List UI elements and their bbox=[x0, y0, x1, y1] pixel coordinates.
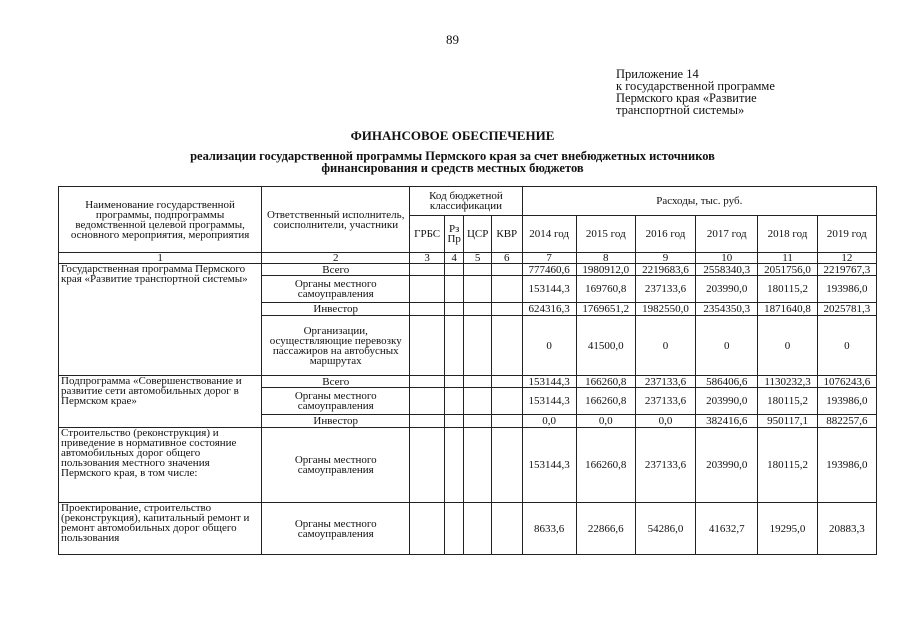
value-cell: 950117,1 bbox=[758, 415, 817, 428]
value-cell: 237133,6 bbox=[635, 276, 695, 303]
code-cell bbox=[410, 276, 445, 303]
code-cell bbox=[491, 415, 522, 428]
value-cell: 1769651,2 bbox=[576, 303, 635, 316]
value-cell: 166260,8 bbox=[576, 376, 635, 388]
executor-cell: Органы местного самоуправления bbox=[262, 503, 410, 555]
value-cell: 153144,3 bbox=[522, 276, 576, 303]
value-cell: 193986,0 bbox=[817, 276, 876, 303]
activity-name: Строительство (реконструкция) и приведение в нормативное состояние автомобильных дорог общего пользования местного значения Пермского края, в том числе: bbox=[59, 428, 262, 503]
page-number: 89 bbox=[446, 32, 459, 47]
document-title: ФИНАНСОВОЕ ОБЕСПЕЧЕНИЕ bbox=[350, 128, 555, 143]
program-name: Государственная программа Пермского края «Развитие транспортной системы» bbox=[59, 264, 262, 376]
value-cell: 193986,0 bbox=[817, 388, 876, 415]
header-name: Наименование государственной программы, подпрограммы ведомственной целевой программы, основного мероприятия, мероприятия bbox=[59, 187, 262, 253]
code-cell bbox=[410, 316, 445, 376]
table-row bbox=[59, 264, 877, 276]
value-cell: 54286,0 bbox=[635, 503, 695, 555]
value-cell: 153144,3 bbox=[522, 388, 576, 415]
code-cell bbox=[491, 503, 522, 555]
code-cell bbox=[491, 388, 522, 415]
value-cell: 0,0 bbox=[635, 415, 695, 428]
value-cell: 20883,3 bbox=[817, 503, 876, 555]
table-row bbox=[59, 428, 877, 503]
code-cell bbox=[464, 264, 492, 276]
column-index: 11 bbox=[758, 253, 817, 264]
code-cell bbox=[444, 316, 463, 376]
header-budget-code: Код бюджетной классификации bbox=[410, 187, 522, 216]
code-cell bbox=[410, 428, 445, 503]
column-index: 1 bbox=[59, 253, 262, 264]
value-cell: 0,0 bbox=[522, 415, 576, 428]
value-cell: 2219683,6 bbox=[635, 264, 695, 276]
header-year: 2016 год bbox=[635, 216, 695, 253]
value-cell: 203990,0 bbox=[696, 428, 758, 503]
column-index: 10 bbox=[696, 253, 758, 264]
value-cell: 193986,0 bbox=[817, 428, 876, 503]
header-year: 2019 год bbox=[817, 216, 876, 253]
executor-cell: Органы местного самоуправления bbox=[262, 388, 410, 415]
value-cell: 382416,6 bbox=[696, 415, 758, 428]
header-expenses: Расходы, тыс. руб. bbox=[522, 187, 876, 216]
value-cell: 180115,2 bbox=[758, 428, 817, 503]
code-cell bbox=[464, 316, 492, 376]
executor-cell: Инвестор bbox=[262, 303, 410, 316]
code-cell bbox=[410, 264, 445, 276]
value-cell: 624316,3 bbox=[522, 303, 576, 316]
value-cell: 0,0 bbox=[576, 415, 635, 428]
header-code-kvr: КВР bbox=[491, 216, 522, 253]
header-code-rzpr: Рз Пр bbox=[444, 216, 463, 253]
code-cell bbox=[464, 376, 492, 388]
code-cell bbox=[444, 503, 463, 555]
column-index: 2 bbox=[262, 253, 410, 264]
code-cell bbox=[464, 503, 492, 555]
column-index: 8 bbox=[576, 253, 635, 264]
value-cell: 1982550,0 bbox=[635, 303, 695, 316]
value-cell: 0 bbox=[635, 316, 695, 376]
code-cell bbox=[410, 503, 445, 555]
code-cell bbox=[444, 415, 463, 428]
code-cell bbox=[491, 303, 522, 316]
code-cell bbox=[491, 316, 522, 376]
value-cell: 586406,6 bbox=[696, 376, 758, 388]
appendix-line: Приложение 14 bbox=[616, 67, 699, 81]
header-year: 2017 год bbox=[696, 216, 758, 253]
code-cell bbox=[464, 428, 492, 503]
code-cell bbox=[410, 388, 445, 415]
appendix-line: к государственной программе bbox=[616, 79, 775, 93]
value-cell: 0 bbox=[817, 316, 876, 376]
value-cell: 237133,6 bbox=[635, 388, 695, 415]
executor-cell: Всего bbox=[262, 264, 410, 276]
header-code-grbs: ГРБС bbox=[410, 216, 445, 253]
value-cell: 2051756,0 bbox=[758, 264, 817, 276]
table-row bbox=[59, 376, 877, 388]
column-index: 6 bbox=[491, 253, 522, 264]
value-cell: 1871640,8 bbox=[758, 303, 817, 316]
code-cell bbox=[410, 376, 445, 388]
value-cell: 19295,0 bbox=[758, 503, 817, 555]
value-cell: 0 bbox=[522, 316, 576, 376]
value-cell: 2558340,3 bbox=[696, 264, 758, 276]
value-cell: 180115,2 bbox=[758, 388, 817, 415]
value-cell: 1076243,6 bbox=[817, 376, 876, 388]
code-cell bbox=[464, 276, 492, 303]
value-cell: 882257,6 bbox=[817, 415, 876, 428]
code-cell bbox=[444, 264, 463, 276]
value-cell: 180115,2 bbox=[758, 276, 817, 303]
value-cell: 166260,8 bbox=[576, 388, 635, 415]
appendix-line: транспортной системы» bbox=[616, 103, 745, 117]
document-subtitle bbox=[0, 150, 905, 174]
code-cell bbox=[491, 428, 522, 503]
executor-cell: Органы местного самоуправления bbox=[262, 428, 410, 503]
header-year: 2015 год bbox=[576, 216, 635, 253]
value-cell: 1980912,0 bbox=[576, 264, 635, 276]
code-cell bbox=[491, 276, 522, 303]
code-cell bbox=[444, 303, 463, 316]
appendix-note bbox=[616, 68, 775, 116]
value-cell: 166260,8 bbox=[576, 428, 635, 503]
code-cell bbox=[444, 276, 463, 303]
value-cell: 2025781,3 bbox=[817, 303, 876, 316]
value-cell: 203990,0 bbox=[696, 388, 758, 415]
value-cell: 8633,6 bbox=[522, 503, 576, 555]
executor-cell: Организации, осуществляющие перевозку пассажиров на автобусных маршрутах bbox=[262, 316, 410, 376]
value-cell: 2219767,3 bbox=[817, 264, 876, 276]
code-cell bbox=[464, 415, 492, 428]
column-index: 4 bbox=[444, 253, 463, 264]
header-year: 2018 год bbox=[758, 216, 817, 253]
code-cell bbox=[464, 388, 492, 415]
column-index: 5 bbox=[464, 253, 492, 264]
value-cell: 237133,6 bbox=[635, 428, 695, 503]
code-cell bbox=[444, 428, 463, 503]
column-index-row bbox=[59, 253, 877, 264]
value-cell: 41500,0 bbox=[576, 316, 635, 376]
column-index: 3 bbox=[410, 253, 445, 264]
executor-cell: Инвестор bbox=[262, 415, 410, 428]
code-cell bbox=[464, 303, 492, 316]
value-cell: 0 bbox=[758, 316, 817, 376]
value-cell: 41632,7 bbox=[696, 503, 758, 555]
value-cell: 22866,6 bbox=[576, 503, 635, 555]
table-row bbox=[59, 503, 877, 555]
column-index: 9 bbox=[635, 253, 695, 264]
code-cell bbox=[444, 388, 463, 415]
value-cell: 153144,3 bbox=[522, 428, 576, 503]
header-year: 2014 год bbox=[522, 216, 576, 253]
value-cell: 0 bbox=[696, 316, 758, 376]
subprogram-name: Подпрограмма «Совершенствование и развитие сети автомобильных дорог в Пермском крае» bbox=[59, 376, 262, 428]
value-cell: 2354350,3 bbox=[696, 303, 758, 316]
code-cell bbox=[491, 264, 522, 276]
code-cell bbox=[491, 376, 522, 388]
column-index: 7 bbox=[522, 253, 576, 264]
executor-cell: Органы местного самоуправления bbox=[262, 276, 410, 303]
value-cell: 777460,6 bbox=[522, 264, 576, 276]
subtitle-line-2: финансирования и средств местных бюджетов bbox=[321, 161, 584, 175]
executor-cell: Всего bbox=[262, 376, 410, 388]
header-executor: Ответственный исполнитель, соисполнители, участники bbox=[262, 187, 410, 253]
value-cell: 1130232,3 bbox=[758, 376, 817, 388]
code-cell bbox=[410, 415, 445, 428]
value-cell: 237133,6 bbox=[635, 376, 695, 388]
value-cell: 203990,0 bbox=[696, 276, 758, 303]
financing-table bbox=[58, 186, 877, 555]
activity-name: Проектирование, строительство (реконструкция), капитальный ремонт и ремонт автомобильных дорог общего пользования bbox=[59, 503, 262, 555]
code-cell bbox=[410, 303, 445, 316]
subtitle-line-1: реализации государственной программы Пермского края за счет внебюджетных источников bbox=[190, 149, 715, 163]
value-cell: 153144,3 bbox=[522, 376, 576, 388]
appendix-line: Пермского края «Развитие bbox=[616, 91, 757, 105]
value-cell: 169760,8 bbox=[576, 276, 635, 303]
code-cell bbox=[444, 376, 463, 388]
column-index: 12 bbox=[817, 253, 876, 264]
header-code-csr: ЦСР bbox=[464, 216, 492, 253]
